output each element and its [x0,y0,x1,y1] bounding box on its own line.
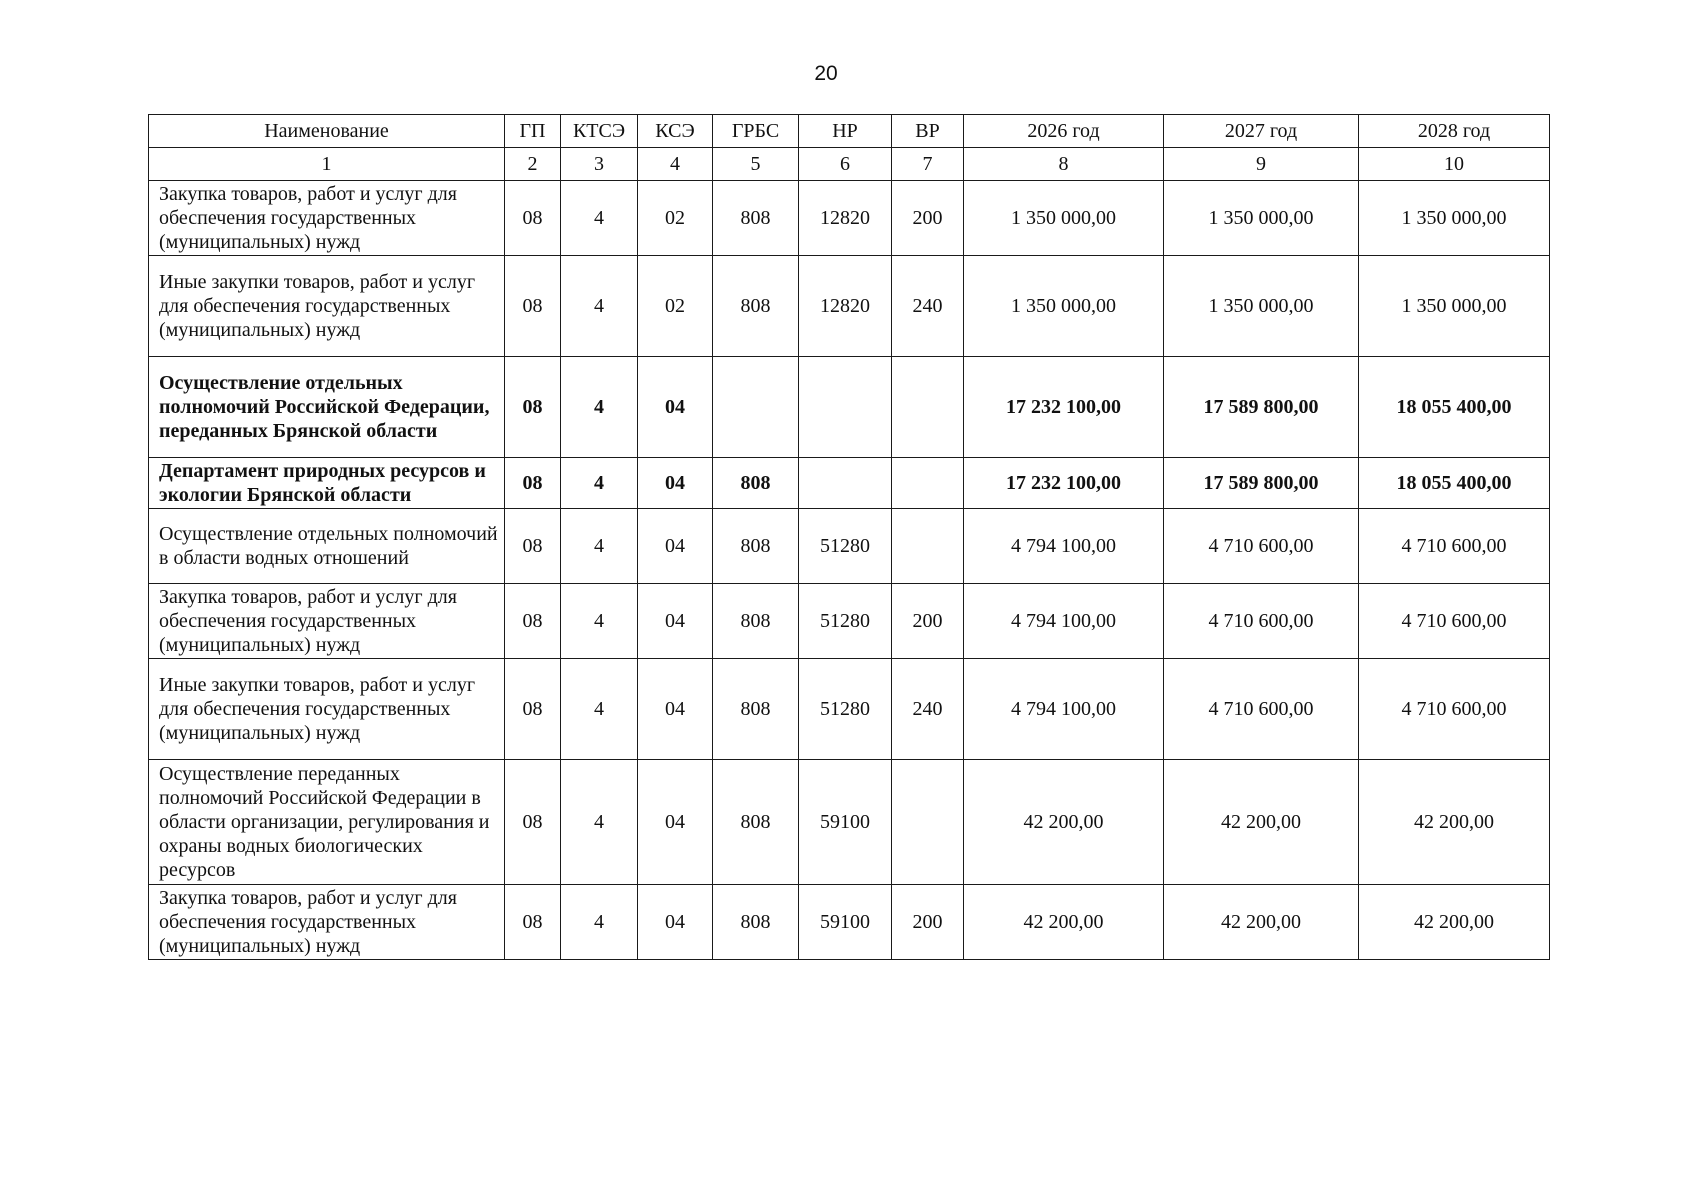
cell-2027: 4 710 600,00 [1164,584,1359,659]
cell-vr: 240 [892,659,964,760]
table-row [149,181,1550,256]
cell-ktse: 4 [561,509,638,584]
cell-2027: 42 200,00 [1164,885,1359,960]
cell-vr: 240 [892,256,964,357]
column-number: 4 [638,148,713,181]
cell-kse: 04 [638,357,713,458]
cell-kse: 04 [638,509,713,584]
cell-ktse: 4 [561,458,638,509]
column-number: 10 [1359,148,1550,181]
cell-ktse: 4 [561,885,638,960]
cell-name: Закупка товаров, работ и услуг для обеспечения государственных (муниципальных) нужд [149,181,505,256]
cell-2027: 17 589 800,00 [1164,357,1359,458]
table-row [149,584,1550,659]
cell-2027: 4 710 600,00 [1164,659,1359,760]
cell-vr: 200 [892,181,964,256]
cell-grbs: 808 [713,509,799,584]
cell-ktse: 4 [561,181,638,256]
cell-nr: 59100 [799,885,892,960]
cell-kse: 04 [638,885,713,960]
table-row [149,256,1550,357]
cell-2026: 17 232 100,00 [964,458,1164,509]
cell-grbs: 808 [713,760,799,885]
table-row [149,885,1550,960]
column-number: 3 [561,148,638,181]
cell-name: Иные закупки товаров, работ и услуг для обеспечения государственных (муниципальных) нужд [149,659,505,760]
cell-2028: 1 350 000,00 [1359,181,1550,256]
cell-nr: 51280 [799,584,892,659]
cell-gp: 08 [505,181,561,256]
column-number: 2 [505,148,561,181]
cell-kse: 04 [638,760,713,885]
cell-2026: 4 794 100,00 [964,659,1164,760]
cell-2027: 4 710 600,00 [1164,509,1359,584]
column-number: 6 [799,148,892,181]
cell-kse: 04 [638,659,713,760]
cell-nr [799,458,892,509]
cell-nr: 51280 [799,509,892,584]
header-kse: КСЭ [638,115,713,148]
cell-vr [892,760,964,885]
table-row [149,659,1550,760]
cell-2028: 4 710 600,00 [1359,584,1550,659]
table-row-section [149,357,1550,458]
cell-2026: 42 200,00 [964,885,1164,960]
header-vr: ВР [892,115,964,148]
cell-grbs: 808 [713,256,799,357]
cell-nr: 12820 [799,181,892,256]
cell-ktse: 4 [561,357,638,458]
cell-nr: 12820 [799,256,892,357]
cell-grbs: 808 [713,458,799,509]
cell-grbs: 808 [713,659,799,760]
cell-2026: 1 350 000,00 [964,256,1164,357]
cell-name: Осуществление отдельных полномочий в области водных отношений [149,509,505,584]
cell-2026: 17 232 100,00 [964,357,1164,458]
cell-name: Департамент природных ресурсов и экологии Брянской области [149,458,505,509]
cell-grbs: 808 [713,584,799,659]
budget-table [148,114,1550,960]
cell-vr [892,458,964,509]
cell-vr: 200 [892,885,964,960]
cell-name: Закупка товаров, работ и услуг для обеспечения государственных (муниципальных) нужд [149,584,505,659]
cell-2028: 4 710 600,00 [1359,509,1550,584]
cell-2028: 42 200,00 [1359,760,1550,885]
header-2027: 2027 год [1164,115,1359,148]
cell-2026: 4 794 100,00 [964,509,1164,584]
cell-2027: 1 350 000,00 [1164,256,1359,357]
column-number: 9 [1164,148,1359,181]
table-row-section [149,458,1550,509]
cell-ktse: 4 [561,760,638,885]
cell-2028: 42 200,00 [1359,885,1550,960]
page-number: 20 [814,62,838,85]
header-gp: ГП [505,115,561,148]
column-number: 8 [964,148,1164,181]
cell-name: Закупка товаров, работ и услуг для обеспечения государственных (муниципальных) нужд [149,885,505,960]
cell-grbs: 808 [713,181,799,256]
column-number: 1 [149,148,505,181]
cell-nr [799,357,892,458]
header-nr: НР [799,115,892,148]
column-number-row [149,148,1550,181]
header-grbs: ГРБС [713,115,799,148]
cell-2026: 42 200,00 [964,760,1164,885]
cell-2027: 42 200,00 [1164,760,1359,885]
cell-gp: 08 [505,659,561,760]
cell-gp: 08 [505,357,561,458]
cell-vr [892,357,964,458]
cell-name: Иные закупки товаров, работ и услуг для обеспечения государственных (муниципальных) нужд [149,256,505,357]
column-number: 5 [713,148,799,181]
cell-nr: 51280 [799,659,892,760]
cell-kse: 04 [638,584,713,659]
cell-ktse: 4 [561,659,638,760]
cell-grbs [713,357,799,458]
header-ktse: КТСЭ [561,115,638,148]
header-2028: 2028 год [1359,115,1550,148]
cell-ktse: 4 [561,256,638,357]
header-2026: 2026 год [964,115,1164,148]
table-row [149,509,1550,584]
cell-kse: 02 [638,256,713,357]
cell-kse: 04 [638,458,713,509]
cell-2027: 17 589 800,00 [1164,458,1359,509]
cell-kse: 02 [638,181,713,256]
cell-name: Осуществление переданных полномочий Российской Федерации в области организации, регулирования и охраны водных биологических ресурсов [149,760,505,885]
cell-2026: 4 794 100,00 [964,584,1164,659]
cell-2028: 18 055 400,00 [1359,357,1550,458]
cell-gp: 08 [505,584,561,659]
cell-2027: 1 350 000,00 [1164,181,1359,256]
cell-2028: 1 350 000,00 [1359,256,1550,357]
cell-gp: 08 [505,509,561,584]
table-row [149,760,1550,885]
column-number: 7 [892,148,964,181]
cell-gp: 08 [505,256,561,357]
cell-vr [892,509,964,584]
cell-grbs: 808 [713,885,799,960]
cell-ktse: 4 [561,584,638,659]
cell-gp: 08 [505,458,561,509]
header-name: Наименование [149,115,505,148]
header-row [149,115,1550,148]
cell-2028: 4 710 600,00 [1359,659,1550,760]
cell-2028: 18 055 400,00 [1359,458,1550,509]
cell-2026: 1 350 000,00 [964,181,1164,256]
cell-vr: 200 [892,584,964,659]
cell-gp: 08 [505,760,561,885]
cell-name: Осуществление отдельных полномочий Российской Федерации, переданных Брянской области [149,357,505,458]
cell-nr: 59100 [799,760,892,885]
cell-gp: 08 [505,885,561,960]
